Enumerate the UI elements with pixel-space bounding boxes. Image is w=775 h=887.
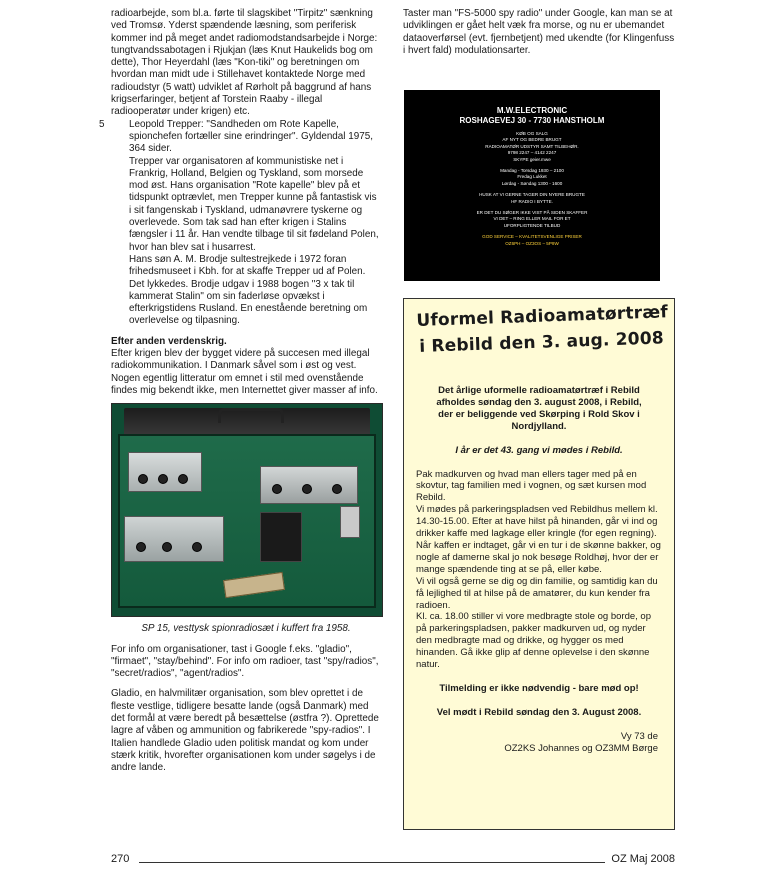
notice-welcome: Vel mødt i Rebild søndag den 3. August 2008. — [436, 706, 642, 718]
accessory-box — [340, 506, 360, 538]
paragraph-brodje: Hans søn A. M. Brodje sultestrejkede i 1972 foran frihedsmuseet i Kbh. for at skaffe Trepper ud af Polen. Det lykkedes. Brodje udgav i 1988 bogen "3 x tak til kammerat Stalin" om sin faderløse opvækst i efterkrigstidens Rusland. En enestående beretning om overlevelse og tilpasning. — [129, 253, 368, 327]
photo-caption: SP 15, vesttysk spionradiosæt i kuffert fra 1958. — [141, 623, 351, 635]
paragraph-after-war: Efter krigen blev der bygget videre på succesen med illegal radiokommunikation. I Danmark såvel som i øst og vest. Nogen egentlig litteratur om emnet i stil med ovenstående findes mig bekendt ikke, men Internettet giver masser af info. — [111, 348, 378, 396]
notice-registration: Tilmelding er ikke nødvendig - bare mød op! — [439, 682, 639, 694]
advert-phone: 9798 2247 – 4142 2247 — [507, 150, 557, 156]
notice-body — [416, 385, 662, 755]
notice-paragraph: Vi mødes på parkeringspladsen ved Rebildhus mellem kl. 14.30-15.00. Efter at have hilst på hinanden, går vi ind og drikker kaffe med lagkage eller kringle (for egen regning). — [416, 504, 658, 540]
advert-line: RADIOAMATØR UDSTYR SAMT TILBEHØR. — [485, 143, 579, 149]
receiver-unit — [128, 452, 202, 492]
notice-signature: OZ2KS Johannes og OZ3MM Børge — [504, 742, 658, 754]
advert-line: AF NYT OG BEDRE BRUGT — [502, 137, 562, 143]
notice-title-line1: Uformel Radioamatørtræf — [416, 302, 669, 331]
reference-item-5 — [99, 118, 381, 156]
magazine-issue: OZ Maj 2008 — [611, 853, 675, 865]
advert-address: ROSHAGEVEJ 30 - 7730 HANSTHOLM — [459, 116, 605, 125]
page-number: 270 — [111, 853, 130, 865]
notice-signoff: Vy 73 de — [620, 730, 658, 742]
right-column — [403, 8, 675, 57]
notice-paragraph: Pak madkurven og hvad man ellers tager med på en skovtur, tag familien med i vognen, og sæt kursen mod Rebild. — [416, 468, 647, 504]
paragraph-google-info: For info om organisationer, tast i Google f.eks. "gladio", "firmaet", "stay/behind". For info om radioer, tast "spy/radios", "secret/radios", "agent/radios". — [111, 643, 379, 680]
reference-number: 5 — [99, 118, 105, 130]
advert-hours: Lørdag - Søndag 1300 - 1600 — [501, 180, 563, 186]
paragraph-radio-work: radioarbejde, som bl.a. førte til slagskibet "Tirpitz" sænkning ved Tromsø. Yderst spændende læsning, som periferisk kommer ind på meget andet radiomodstandsarbejde i Norge: tungtvandssabotagen i Rjukjan (læs Knut Haukelids bog om dette), Thor Heyerdahl (læs "Kon-tiki" og beretningen om hvordan man midt ude i Stillehavet kontaktede Norge med radioudstyr (5 watt) udviklet af Rørholt på baggrund af hans krigserfaringer, betjent af Torstein Raaby - illegal radiooperatør under krigen) etc. — [111, 8, 378, 118]
advert-line: HUSK AT VI GERNE TAGER DIN NYERE BRUGTE — [479, 192, 585, 198]
advert-line: UFORPLIGTENDE TILBUD — [503, 222, 561, 228]
paragraph-fs5000: Taster man "FS-5000 spy radio" under Google, kan man se at udviklingen er gået helt væk fra morse, og nu er ubemandet dataoverførsel (evt. fjernbetjent) med ukendte (for Klingenfuss i hvert fald) modulationsarter. — [403, 8, 675, 56]
advert-callsigns: OZ6PH – OZ3OS – 5P9W — [505, 240, 559, 246]
notice-paragraph: Vi vil også gerne se dig og din familie, og samtidig kan du få lejlighed til at hilse på de amatører, du kun kender fra radioen. — [416, 575, 658, 611]
advert-hours: Fredag Lukket — [517, 174, 547, 180]
paragraph-trepper: Trepper var organisatoren af kommunistiske net i Frankrig, Holland, Belgien og Tyskland, som morsede mod øst. Hans organisation "Rote kapelle" blev på et tidspunkt optrævlet, men Trepper kunne på fantastisk vis i sit fangenskab i Tyskland, udmanøvrere tyskerne og overlevede. Som tak sad han efter krigen i Stalins fængsler i 11 år. Han vendte tilbage til sit fødeland Polen, hvor han blev sat i husarrest. — [129, 155, 379, 253]
advert-company-name: M.W.ELECTRONIC — [496, 106, 568, 115]
advert-line: ER DET DU SØGER IKKE VIST PÅ SIDEN SKAFFER — [476, 210, 588, 216]
power-unit — [124, 516, 224, 562]
notice-intro: Det årlige uformelle radioamatørtræf i Rebild afholdes søndag den 3. august 2008, i Rebild, der er beliggende ved Skørping i Rold Skov i Nordjylland. — [436, 385, 642, 432]
advert-line: HF RADIO I BYTTE. — [511, 198, 553, 204]
advert-skype: SKYPE geier.mwe — [513, 156, 551, 162]
notice-title — [416, 300, 676, 359]
section-heading: Efter anden verdenskrig. — [111, 335, 227, 347]
notice-paragraph: Når kaffen er indtaget, går vi en tur i de skønne bakker, og nogle af damerne skal jo nok besøge Roldhøj, hvor der er mange spændende ting at se på, eller købe. — [416, 539, 661, 575]
advert-line: KØB OG SALG — [516, 131, 548, 136]
footer-rule — [139, 862, 605, 863]
paragraph-gladio: Gladio, en halvmilitær organisation, som blev oprettet i de fleste vestlige, tidligere besatte lande (også Danmark) med det formål at være beredt på besættelse (østfra ?). Oprettede lagre af våben og ammunition og fabrikerede "spy-radios". I Italien handlede Gladio uden politisk mandat og kom under stærk kritik, hvorefter organisationen kom under søgelys i de andre lande. — [111, 688, 379, 774]
mw-electronic-advert — [404, 90, 660, 281]
advert-slogan: GOD SERVICE – KVALITETSVENLIGE PRISER — [482, 234, 582, 240]
advert-line: VI DET – RING ELLER MAIL FOR ET — [493, 216, 571, 222]
rebild-meeting-notice — [403, 298, 675, 830]
reference-text: Leopold Trepper: "Sandheden om Rote Kapelle, spionchefen fortæller sine erindringer". Gyldendal 1975, 364 sider. — [129, 118, 373, 155]
notice-title-line2: i Rebild den 3. aug. 2008 — [418, 328, 665, 357]
notice-italic-line: I år er det 43. gang vi mødes i Rebild. — [455, 444, 623, 456]
advert-hours: Mandag - Torsdag 1930 – 2100 — [500, 168, 564, 174]
battery-pack — [260, 512, 302, 562]
notice-paragraph: Kl. ca. 18.00 stiller vi vore medbragte stole og borde, op på parkeringspladsen, pakker madkurven ud, og nyder den medbragte mad og drikke, og hygger os med hinanden. Gå ikke glip af denne oplevelse i den skønne natur. — [416, 611, 651, 671]
suitcase-handle — [218, 408, 284, 423]
spy-radio-photo — [111, 403, 383, 617]
left-column — [99, 8, 381, 774]
